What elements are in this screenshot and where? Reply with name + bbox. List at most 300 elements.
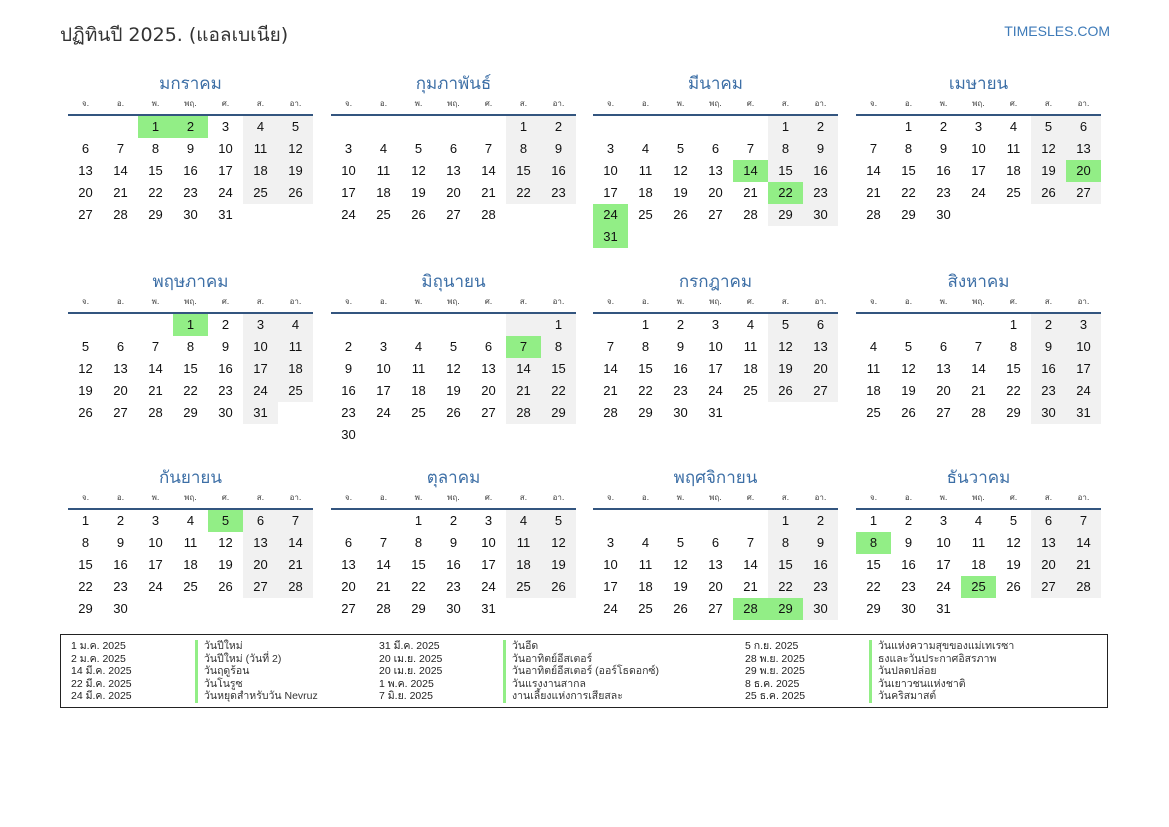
empty-day-cell xyxy=(243,204,278,226)
day-cell: 16 xyxy=(936,163,951,178)
legend-holiday-name: วันปีใหม่ xyxy=(195,640,243,653)
holiday-legend xyxy=(60,634,1108,708)
weekday-header xyxy=(593,296,838,314)
day-cell: 9 xyxy=(449,535,458,550)
weekday-label: ส. xyxy=(519,99,528,108)
day-cell: 10 xyxy=(603,163,618,178)
weekday-label: พ. xyxy=(676,493,685,502)
day-cell: 5 xyxy=(449,339,458,354)
empty-day-cell xyxy=(733,116,768,138)
week-row xyxy=(593,204,838,226)
day-cell: 16 xyxy=(446,557,461,572)
weekday-label: จ. xyxy=(606,99,615,108)
holiday-day-cell: 7 xyxy=(506,336,541,358)
day-cell: 12 xyxy=(541,532,576,554)
weekday-header xyxy=(68,296,313,314)
weekday-label: ศ. xyxy=(221,297,230,306)
day-cell: 15 xyxy=(183,361,198,376)
weekday-label: ส. xyxy=(519,297,528,306)
month-block xyxy=(593,464,838,620)
empty-day-cell xyxy=(733,226,768,248)
day-cell: 15 xyxy=(78,557,93,572)
day-cell: 17 xyxy=(1066,358,1101,380)
empty-day-cell xyxy=(68,116,103,138)
day-cell: 23 xyxy=(218,383,233,398)
day-cell: 12 xyxy=(673,557,688,572)
empty-day-cell xyxy=(401,424,436,446)
day-cell: 17 xyxy=(481,557,496,572)
day-cell: 17 xyxy=(218,163,233,178)
holiday-day-cell: 22 xyxy=(768,182,803,204)
week-row xyxy=(68,554,313,576)
legend-row xyxy=(745,665,1014,678)
weekday-header xyxy=(331,492,576,510)
empty-day-cell xyxy=(471,116,506,138)
week-row xyxy=(856,138,1101,160)
weekday-label: จ. xyxy=(81,99,90,108)
day-cell: 28 xyxy=(278,576,313,598)
day-cell: 9 xyxy=(1031,336,1066,358)
day-cell: 11 xyxy=(1006,141,1021,156)
day-cell: 24 xyxy=(218,185,233,200)
day-cell: 28 xyxy=(481,207,496,222)
day-cell: 19 xyxy=(1006,557,1021,572)
day-cell: 13 xyxy=(243,532,278,554)
month-title: ธันวาคม xyxy=(946,468,1011,488)
week-row xyxy=(331,532,576,554)
day-cell: 24 xyxy=(376,405,391,420)
weekday-label: อา. xyxy=(814,99,827,108)
empty-day-cell xyxy=(698,116,733,138)
week-row xyxy=(331,402,576,424)
day-cell: 25 xyxy=(243,182,278,204)
empty-day-cell xyxy=(541,204,576,226)
day-cell: 27 xyxy=(113,405,128,420)
empty-day-cell xyxy=(68,314,103,336)
empty-day-cell xyxy=(208,598,243,620)
day-cell: 19 xyxy=(78,383,93,398)
day-cell: 19 xyxy=(411,185,426,200)
day-cell: 19 xyxy=(446,383,461,398)
day-cell: 23 xyxy=(446,579,461,594)
weekday-label: ศ. xyxy=(746,297,755,306)
empty-day-cell xyxy=(436,116,471,138)
week-row xyxy=(331,424,576,446)
week-row xyxy=(68,532,313,554)
week-row xyxy=(68,576,313,598)
empty-day-cell xyxy=(1066,598,1101,620)
day-cell: 15 xyxy=(901,163,916,178)
week-row xyxy=(856,336,1101,358)
day-cell: 7 xyxy=(746,535,755,550)
weekday-label: อ. xyxy=(641,297,650,306)
holiday-day-cell: 5 xyxy=(208,510,243,532)
day-cell: 14 xyxy=(278,532,313,554)
weekday-header xyxy=(331,296,576,314)
weekday-header xyxy=(856,98,1101,116)
week-row xyxy=(856,554,1101,576)
legend-date: 22 มี.ค. 2025 xyxy=(71,677,132,690)
legend-date: 14 มี.ค. 2025 xyxy=(71,665,132,677)
weekday-label: ศ. xyxy=(1009,493,1018,502)
day-cell: 10 xyxy=(341,163,356,178)
month-block xyxy=(331,70,576,226)
weekday-label: จ. xyxy=(869,297,878,306)
site-link[interactable]: TIMESLES.COM xyxy=(1004,23,1110,39)
day-cell: 9 xyxy=(116,535,125,550)
weekday-label: ส. xyxy=(1044,493,1053,502)
week-row xyxy=(331,598,576,620)
day-cell: 18 xyxy=(183,557,198,572)
week-row xyxy=(593,532,838,554)
day-cell: 10 xyxy=(481,535,496,550)
empty-day-cell xyxy=(506,598,541,620)
day-cell: 30 xyxy=(218,405,233,420)
week-row xyxy=(856,204,1101,226)
empty-day-cell xyxy=(803,226,838,248)
day-cell: 15 xyxy=(541,358,576,380)
legend-row xyxy=(745,690,1014,703)
day-cell: 20 xyxy=(243,554,278,576)
week-row xyxy=(856,160,1101,182)
day-cell: 23 xyxy=(113,579,128,594)
day-cell: 10 xyxy=(971,141,986,156)
day-cell: 25 xyxy=(411,405,426,420)
day-cell: 21 xyxy=(113,185,128,200)
day-cell: 13 xyxy=(708,557,723,572)
day-cell: 23 xyxy=(936,185,951,200)
month-block xyxy=(593,268,838,424)
page-title: ปฏิทินปี 2025. (แอลเบเนีย) xyxy=(60,24,289,46)
day-cell: 8 xyxy=(186,339,195,354)
day-cell: 23 xyxy=(803,576,838,598)
weekday-label: พฤ. xyxy=(184,297,197,306)
weekday-label: อ. xyxy=(904,297,913,306)
weekday-header xyxy=(856,492,1101,510)
day-cell: 11 xyxy=(743,339,758,354)
day-cell: 10 xyxy=(243,336,278,358)
day-cell: 4 xyxy=(641,535,650,550)
day-cell: 6 xyxy=(449,141,458,156)
empty-day-cell xyxy=(628,116,663,138)
day-cell: 21 xyxy=(506,380,541,402)
legend-holiday-name: วันอาทิตย์อีสเตอร์ (ออร์โธดอกซ์) xyxy=(503,665,659,678)
week-row xyxy=(856,576,1101,598)
week-row xyxy=(593,160,838,182)
weekday-header xyxy=(593,492,838,510)
day-cell: 20 xyxy=(481,383,496,398)
day-cell: 23 xyxy=(673,383,688,398)
day-cell: 26 xyxy=(901,405,916,420)
legend-date: 29 พ.ย. 2025 xyxy=(745,665,805,677)
day-cell: 12 xyxy=(218,535,233,550)
day-cell: 29 xyxy=(901,207,916,222)
weekday-label: อ. xyxy=(379,493,388,502)
day-cell: 14 xyxy=(1066,532,1101,554)
day-cell: 22 xyxy=(148,185,163,200)
day-cell: 7 xyxy=(1066,510,1101,532)
day-cell: 3 xyxy=(939,513,948,528)
empty-day-cell xyxy=(506,204,541,226)
day-cell: 5 xyxy=(414,141,423,156)
holiday-day-cell: 31 xyxy=(593,226,628,248)
week-row xyxy=(68,380,313,402)
weekday-label: อ. xyxy=(116,99,125,108)
legend-date: 25 ธ.ค. 2025 xyxy=(745,690,806,702)
day-cell: 22 xyxy=(411,579,426,594)
month-title: มกราคม xyxy=(159,74,222,94)
empty-day-cell xyxy=(506,314,541,336)
weekday-label: ศ. xyxy=(221,99,230,108)
weekday-header xyxy=(68,492,313,510)
day-cell: 7 xyxy=(116,141,125,156)
day-cell: 28 xyxy=(971,405,986,420)
day-cell: 23 xyxy=(341,405,356,420)
weekday-label: จ. xyxy=(606,297,615,306)
legend-holiday-name: วันโนรูซ xyxy=(195,678,243,691)
day-cell: 25 xyxy=(278,380,313,402)
day-cell: 26 xyxy=(411,207,426,222)
day-cell: 12 xyxy=(446,361,461,376)
day-cell: 16 xyxy=(803,160,838,182)
legend-row xyxy=(71,653,318,666)
day-cell: 25 xyxy=(1006,185,1021,200)
day-cell: 9 xyxy=(221,339,230,354)
weekday-label: อา. xyxy=(814,493,827,502)
legend-date: 31 มี.ค. 2025 xyxy=(379,640,440,652)
empty-day-cell xyxy=(996,204,1031,226)
day-cell: 27 xyxy=(481,405,496,420)
day-cell: 20 xyxy=(341,579,356,594)
empty-day-cell xyxy=(1031,598,1066,620)
day-cell: 15 xyxy=(866,557,881,572)
day-cell: 3 xyxy=(606,141,615,156)
weekday-label: พ. xyxy=(151,297,160,306)
day-cell: 8 xyxy=(541,336,576,358)
weekday-label: พ. xyxy=(414,493,423,502)
empty-day-cell xyxy=(1066,204,1101,226)
day-cell: 16 xyxy=(541,160,576,182)
day-cell: 2 xyxy=(803,116,838,138)
day-cell: 24 xyxy=(1066,380,1101,402)
day-cell: 20 xyxy=(446,185,461,200)
weekday-label: พ. xyxy=(939,493,948,502)
day-cell: 11 xyxy=(866,361,881,376)
weekday-label: อา. xyxy=(289,297,302,306)
weekday-label: ศ. xyxy=(221,493,230,502)
day-cell: 20 xyxy=(936,383,951,398)
day-cell: 13 xyxy=(446,163,461,178)
day-cell: 16 xyxy=(218,361,233,376)
day-cell: 28 xyxy=(603,405,618,420)
week-row xyxy=(856,358,1101,380)
day-cell: 13 xyxy=(78,163,93,178)
week-row xyxy=(856,510,1101,532)
day-cell: 10 xyxy=(1066,336,1101,358)
day-cell: 14 xyxy=(866,163,881,178)
day-cell: 26 xyxy=(768,380,803,402)
day-cell: 14 xyxy=(148,361,163,376)
day-cell: 18 xyxy=(971,557,986,572)
week-row xyxy=(593,116,838,138)
weekday-label: ส. xyxy=(781,297,790,306)
day-cell: 8 xyxy=(151,141,160,156)
day-cell: 10 xyxy=(708,339,723,354)
day-cell: 3 xyxy=(1066,314,1101,336)
week-row xyxy=(593,554,838,576)
day-cell: 14 xyxy=(376,557,391,572)
day-cell: 21 xyxy=(743,579,758,594)
day-cell: 28 xyxy=(506,402,541,424)
legend-holiday-name: วันคริสมาสต์ xyxy=(869,690,936,703)
day-cell: 9 xyxy=(904,535,913,550)
weekday-label: จ. xyxy=(344,99,353,108)
day-cell: 15 xyxy=(148,163,163,178)
empty-day-cell xyxy=(138,314,173,336)
week-row xyxy=(593,226,838,248)
day-cell: 1 xyxy=(641,317,650,332)
empty-day-cell xyxy=(961,598,996,620)
day-cell: 20 xyxy=(78,185,93,200)
day-cell: 30 xyxy=(803,204,838,226)
empty-day-cell xyxy=(278,402,313,424)
week-row xyxy=(68,182,313,204)
empty-day-cell xyxy=(996,598,1031,620)
weekday-label: ศ. xyxy=(746,493,755,502)
day-cell: 27 xyxy=(936,405,951,420)
month-title: กันยายน xyxy=(158,468,222,488)
week-row xyxy=(856,116,1101,138)
holiday-day-cell: 28 xyxy=(733,598,768,620)
weekday-label: พฤ. xyxy=(972,99,985,108)
day-cell: 4 xyxy=(243,116,278,138)
day-cell: 2 xyxy=(541,116,576,138)
day-cell: 27 xyxy=(1066,182,1101,204)
day-cell: 17 xyxy=(243,358,278,380)
day-cell: 22 xyxy=(901,185,916,200)
week-row xyxy=(68,160,313,182)
day-cell: 1 xyxy=(768,116,803,138)
day-cell: 14 xyxy=(506,358,541,380)
weekday-label: ศ. xyxy=(484,99,493,108)
day-cell: 6 xyxy=(243,510,278,532)
weekday-label: จ. xyxy=(869,99,878,108)
day-cell: 23 xyxy=(1031,380,1066,402)
day-cell: 9 xyxy=(186,141,195,156)
day-cell: 28 xyxy=(376,601,391,616)
holiday-day-cell: 24 xyxy=(593,204,628,226)
day-cell: 29 xyxy=(411,601,426,616)
day-cell: 3 xyxy=(484,513,493,528)
weekday-label: อา. xyxy=(552,99,565,108)
day-cell: 13 xyxy=(803,336,838,358)
day-cell: 1 xyxy=(869,513,878,528)
week-row xyxy=(593,336,838,358)
day-cell: 14 xyxy=(971,361,986,376)
weekday-label: ส. xyxy=(1044,297,1053,306)
week-row xyxy=(331,554,576,576)
day-cell: 8 xyxy=(1009,339,1018,354)
day-cell: 7 xyxy=(746,141,755,156)
weekday-header xyxy=(331,98,576,116)
day-cell: 28 xyxy=(866,207,881,222)
month-title: พฤษภาคม xyxy=(152,272,229,292)
day-cell: 8 xyxy=(768,532,803,554)
legend-holiday-name: วันแรงงานสากล xyxy=(503,678,586,691)
day-cell: 9 xyxy=(541,138,576,160)
weekday-label: อา. xyxy=(289,99,302,108)
day-cell: 6 xyxy=(484,339,493,354)
day-cell: 20 xyxy=(708,579,723,594)
day-cell: 20 xyxy=(113,383,128,398)
month-title: สิงหาคม xyxy=(947,272,1010,292)
weekday-label: อา. xyxy=(814,297,827,306)
legend-holiday-name: ธงและวันประกาศอิสรภาพ xyxy=(869,653,996,666)
day-cell: 2 xyxy=(904,513,913,528)
week-row xyxy=(68,510,313,532)
weekday-label: ส. xyxy=(781,99,790,108)
day-cell: 26 xyxy=(278,182,313,204)
day-cell: 16 xyxy=(673,361,688,376)
empty-day-cell xyxy=(278,204,313,226)
holiday-day-cell: 1 xyxy=(173,314,208,336)
empty-day-cell xyxy=(401,116,436,138)
day-cell: 16 xyxy=(803,554,838,576)
day-cell: 5 xyxy=(768,314,803,336)
holiday-day-cell: 29 xyxy=(768,598,803,620)
day-cell: 25 xyxy=(743,383,758,398)
day-cell: 21 xyxy=(278,554,313,576)
weekday-label: อ. xyxy=(379,99,388,108)
legend-row xyxy=(745,640,1014,653)
day-cell: 14 xyxy=(113,163,128,178)
day-cell: 18 xyxy=(743,361,758,376)
day-cell: 9 xyxy=(939,141,948,156)
week-row xyxy=(68,358,313,380)
weekday-label: จ. xyxy=(81,297,90,306)
week-row xyxy=(593,182,838,204)
month-title: มิถุนายน xyxy=(421,272,486,292)
day-cell: 13 xyxy=(1066,138,1101,160)
legend-row xyxy=(745,653,1014,666)
month-block xyxy=(856,464,1101,620)
day-cell: 22 xyxy=(541,380,576,402)
month-title: กรกฎาคม xyxy=(678,272,753,292)
day-cell: 27 xyxy=(803,380,838,402)
day-cell: 12 xyxy=(278,138,313,160)
day-cell: 22 xyxy=(506,182,541,204)
month-block xyxy=(331,464,576,620)
day-cell: 18 xyxy=(376,185,391,200)
legend-row xyxy=(71,678,318,691)
day-cell: 11 xyxy=(506,532,541,554)
day-cell: 19 xyxy=(1031,160,1066,182)
day-cell: 28 xyxy=(113,207,128,222)
empty-day-cell xyxy=(628,510,663,532)
legend-date: 20 เม.ย. 2025 xyxy=(379,652,443,665)
day-cell: 30 xyxy=(673,405,688,420)
legend-date: 7 มิ.ย. 2025 xyxy=(379,690,433,702)
day-cell: 3 xyxy=(151,513,160,528)
day-cell: 19 xyxy=(541,554,576,576)
day-cell: 1 xyxy=(904,119,913,134)
day-cell: 7 xyxy=(151,339,160,354)
day-cell: 30 xyxy=(113,601,128,616)
weekday-label: จ. xyxy=(81,493,90,502)
legend-holiday-name: วันหยุดสำหรับวัน Nevruz xyxy=(195,690,318,703)
week-row xyxy=(331,204,576,226)
day-cell: 11 xyxy=(411,361,426,376)
